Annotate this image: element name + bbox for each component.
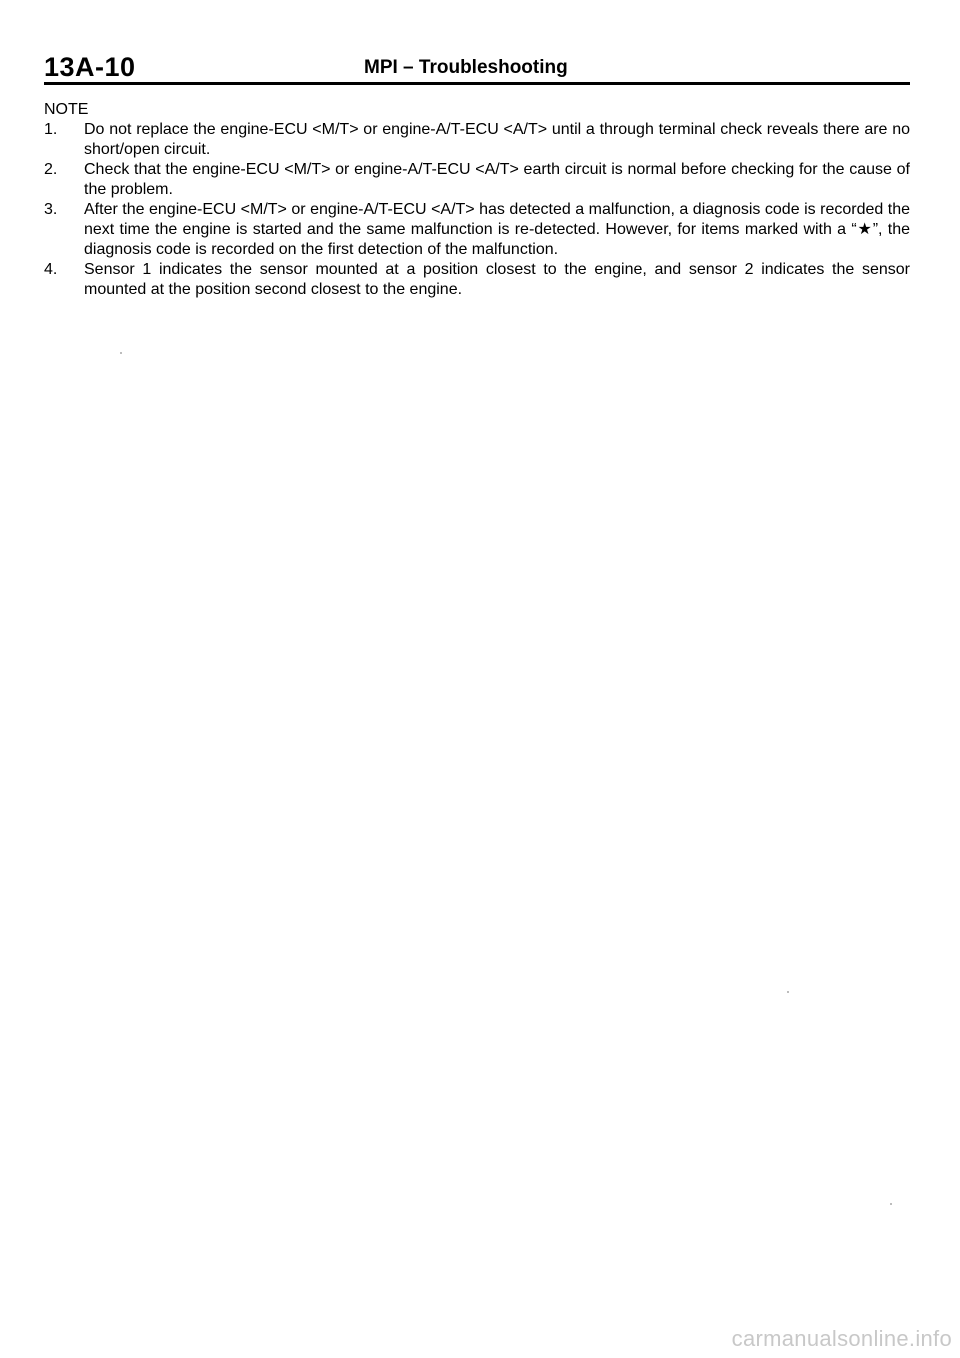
note-item-number: 4. — [44, 261, 58, 278]
page-header — [44, 50, 910, 84]
note-item-text: After the engine-ECU <M/T> or engine-A/T-ECU <A/T> has detected a malfunction, a diagnosis code is recorded the next time the engine is started and the same malfunction is re-detected. However, for items marked with a “★”, the diagnosis code is recorded on the first detection of the malfunction. — [84, 201, 910, 258]
note-item-text: Sensor 1 indicates the sensor mounted at a position closest to the engine, and sensor 2 indicates the sensor mounted at the position second closest to the engine. — [84, 261, 910, 298]
scan-speck — [120, 352, 122, 354]
page-number: 13A-10 — [44, 52, 136, 82]
note-block — [44, 100, 910, 300]
watermark-link[interactable]: carmanualsonline.info — [731, 1326, 952, 1351]
note-item-text: Check that the engine-ECU <M/T> or engine-A/T-ECU <A/T> earth circuit is normal before checking for the cause of the problem. — [84, 161, 910, 198]
scan-speck — [890, 1203, 892, 1205]
note-item-number: 3. — [44, 201, 58, 218]
note-item-1 — [44, 120, 910, 160]
note-item-2 — [44, 160, 910, 200]
section-title: MPI – Troubleshooting — [364, 57, 568, 78]
note-item-number: 1. — [44, 121, 58, 138]
header-divider — [44, 82, 910, 85]
note-heading: NOTE — [44, 101, 89, 118]
note-item-number: 2. — [44, 161, 58, 178]
note-item-text: Do not replace the engine-ECU <M/T> or engine-A/T-ECU <A/T> until a through terminal check reveals there are no short/open circuit. — [84, 121, 910, 158]
note-item-4 — [44, 260, 910, 300]
scan-speck — [787, 991, 789, 993]
note-list — [44, 120, 910, 300]
note-item-3 — [44, 200, 910, 260]
